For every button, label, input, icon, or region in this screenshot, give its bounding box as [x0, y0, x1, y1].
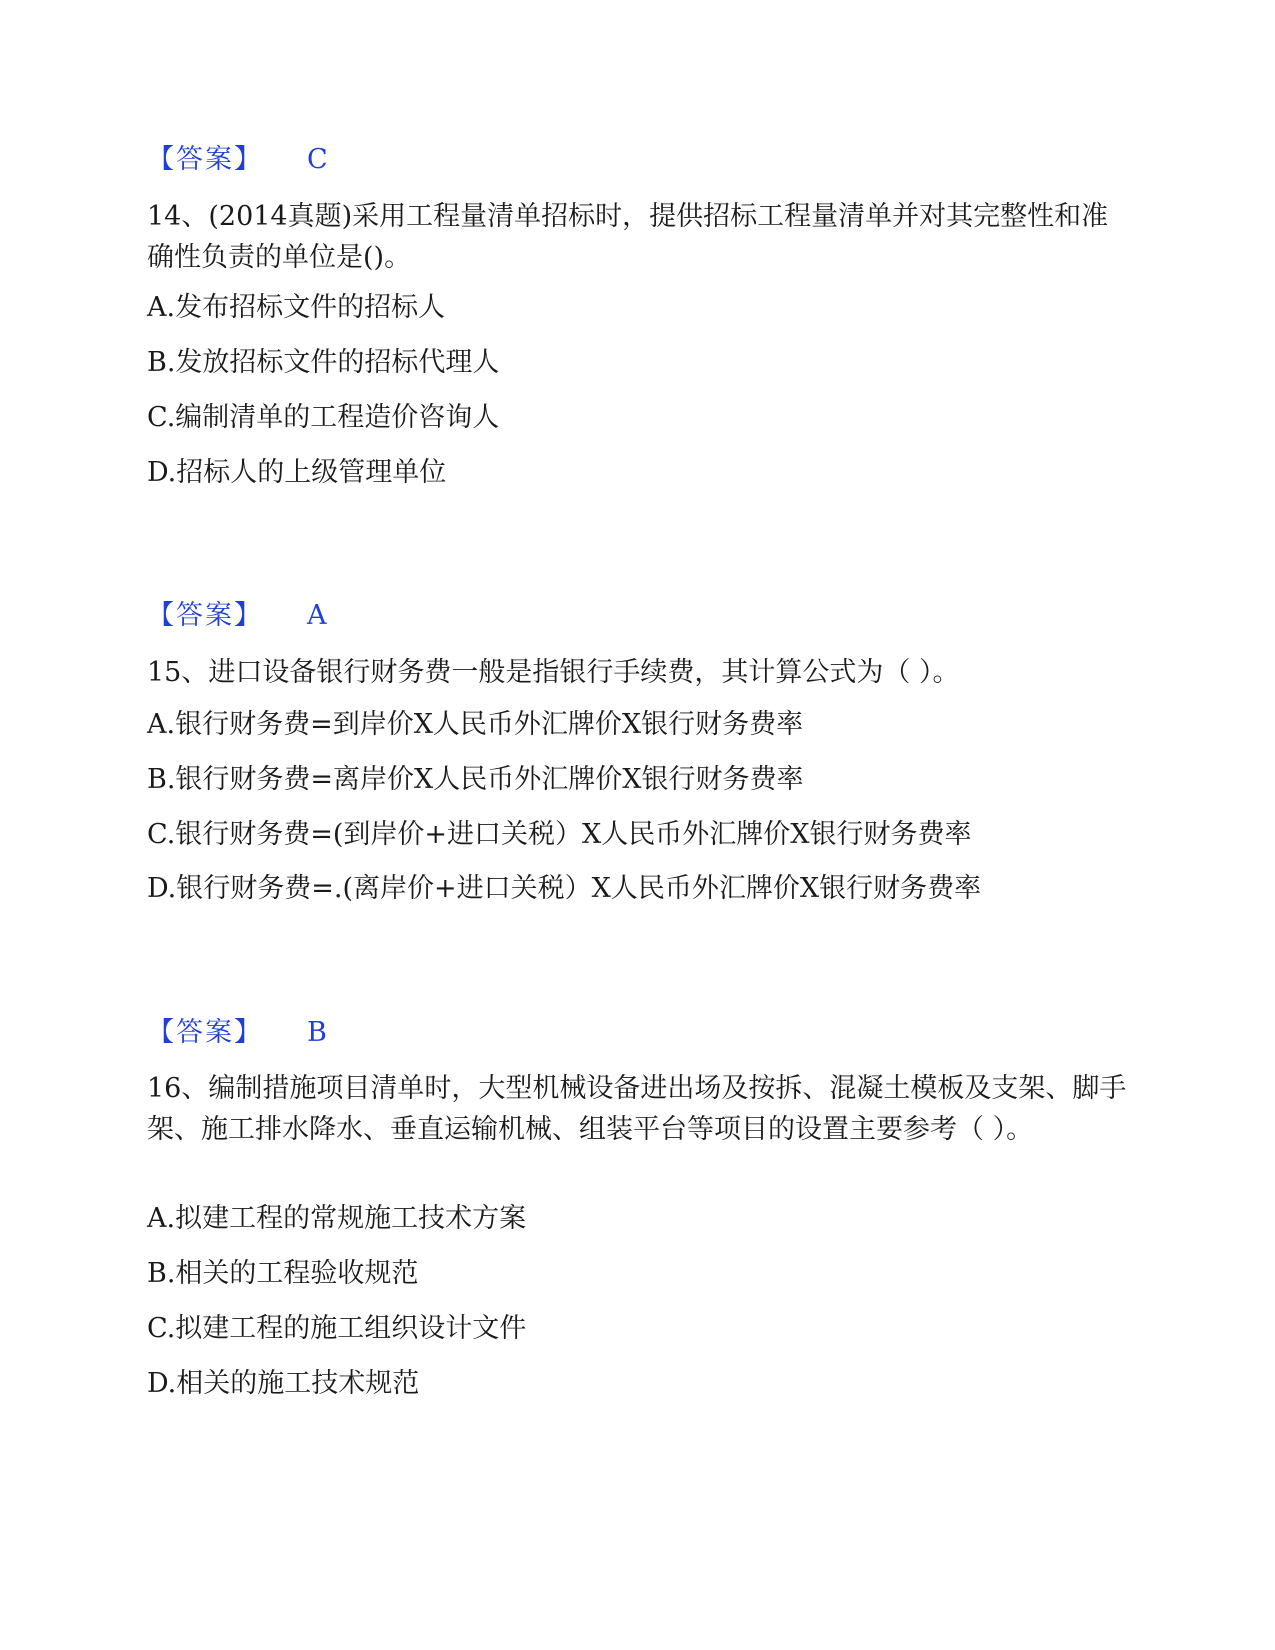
answer-label: 【答案】: [147, 1017, 263, 1048]
answer-line: [147, 1017, 1127, 1049]
question-15-text: 15、进口设备银行财务费一般是指银行手续费，其计算公式为（ ）。: [147, 657, 960, 688]
answer-label: 【答案】: [147, 144, 263, 175]
q16-option-b: B.相关的工程验收规范: [147, 1258, 419, 1289]
q16-option-c: C.拟建工程的施工组织设计文件: [147, 1313, 527, 1344]
question-16-text: 16、编制措施项目清单时，大型机械设备进出场及按拆、混凝土模板及支架、脚手架、施工排水降水、垂直运输机械、组装平台等项目的设置主要参考（ ）。: [147, 1073, 1127, 1145]
q14-option-a: A.发布招标文件的招标人: [147, 292, 446, 323]
answer-value: C: [307, 144, 328, 175]
answer-line: [147, 600, 1127, 632]
q16-option-a: A.拟建工程的常规施工技术方案: [147, 1203, 527, 1234]
answer-label: 【答案】: [147, 600, 263, 631]
answer-value: B: [307, 1017, 327, 1048]
answer-line: [147, 144, 1127, 176]
q15-option-c: C.银行财务费=(到岸价+进口关税）X人民币外汇牌价X银行财务费率: [147, 819, 972, 850]
q14-option-d: D.招标人的上级管理单位: [147, 457, 447, 488]
q15-option-b: B.银行财务费=离岸价X人民币外汇牌价X银行财务费率: [147, 764, 804, 795]
q16-option-d: D.相关的施工技术规范: [147, 1368, 420, 1399]
question-14-text: 14、(2014真题)采用工程量清单招标时，提供招标工程量清单并对其完整性和准确性负责的单位是()。: [147, 201, 1109, 273]
q14-option-c: C.编制清单的工程造价咨询人: [147, 402, 500, 433]
answer-value: A: [307, 600, 327, 631]
q14-option-b: B.发放招标文件的招标代理人: [147, 347, 500, 378]
q15-option-a: A.银行财务费=到岸价X人民币外汇牌价X银行财务费率: [147, 709, 804, 740]
q15-option-d: D.银行财务费=.(离岸价+进口关税）X人民币外汇牌价X银行财务费率: [147, 873, 982, 904]
